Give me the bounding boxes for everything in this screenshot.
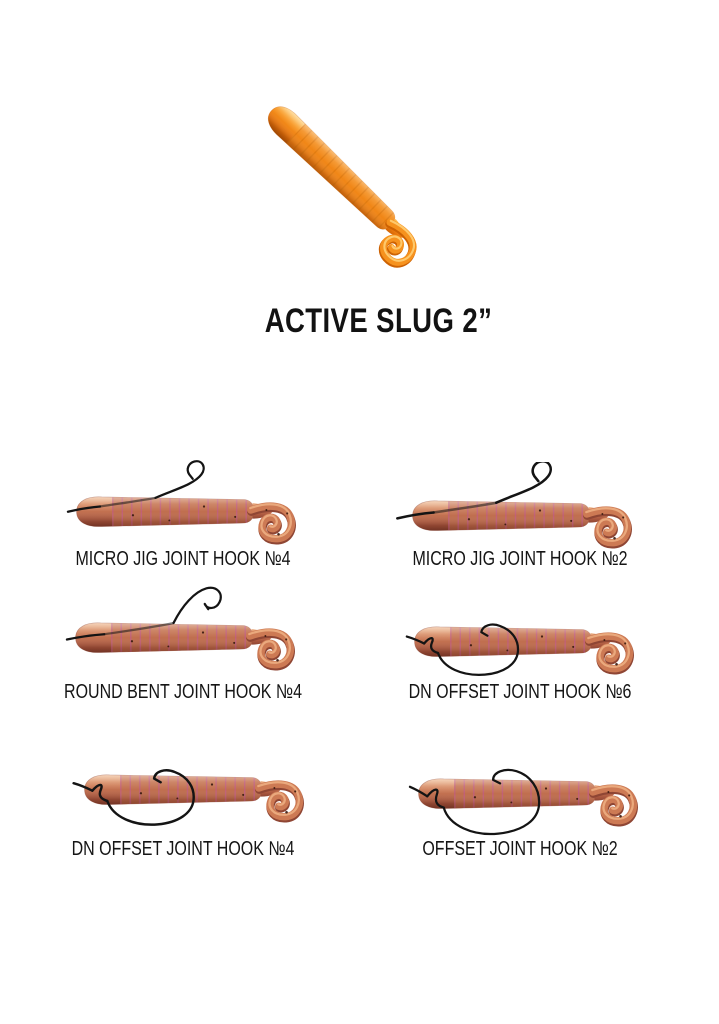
variant-label: MICRO JIG JOINT HOOK №2 (412, 548, 628, 570)
soft-bait-lure-with-hook-icon (62, 736, 362, 840)
variant-label: ROUND BENT JOINT HOOK №4 (64, 681, 302, 703)
curly-tail-soft-bait-lure-icon (255, 95, 465, 305)
soft-bait-lure-with-hook-icon (54, 458, 354, 562)
variant-label: DN OFFSET JOINT HOOK №6 (408, 681, 632, 703)
main-product-image (255, 95, 465, 305)
title-row (0, 304, 719, 338)
page-title: ACTIVE SLUG 2” (264, 302, 492, 340)
soft-bait-lure-with-hook-icon (396, 740, 696, 844)
soft-bait-lure-with-hook-icon (53, 584, 353, 688)
variant-label: MICRO JIG JOINT HOOK №4 (75, 548, 291, 570)
variant-label: OFFSET JOINT HOOK №2 (422, 838, 618, 860)
soft-bait-lure-with-hook-icon (392, 588, 692, 692)
variant-label: DN OFFSET JOINT HOOK №4 (71, 838, 295, 860)
